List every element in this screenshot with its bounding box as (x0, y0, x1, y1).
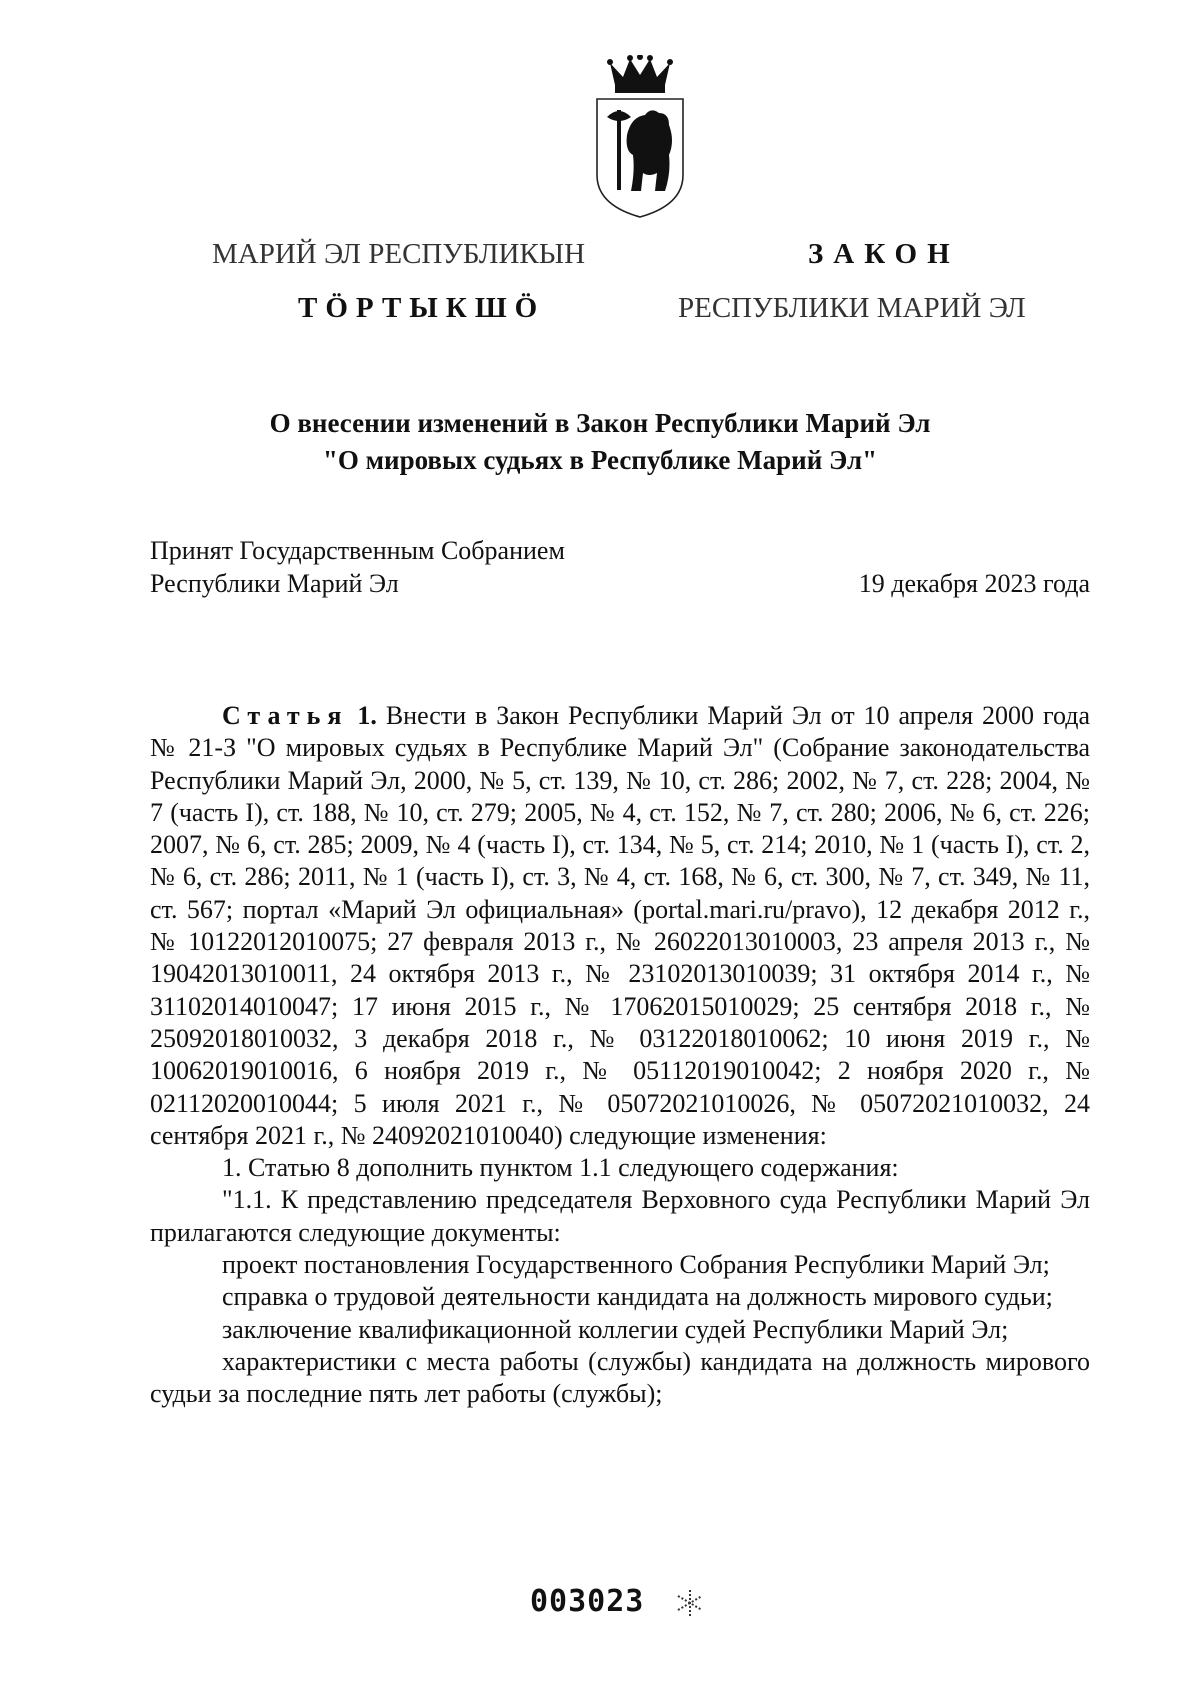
article-label: Статья (222, 701, 349, 730)
header-left-line1: МАРИЙ ЭЛ РЕСПУБЛИКЫН (212, 238, 586, 270)
paragraph: заключение квалификационной коллегии судей Республики Марий Эл; (222, 1314, 1009, 1344)
article-number: 1. (357, 701, 377, 730)
paragraph: 1. Статью 8 дополнить пунктом 1.1 следующего содержания: (222, 1153, 899, 1183)
adoption-date: 19 декабря 2023 года (858, 569, 1090, 598)
asterisk-mark-icon (675, 1588, 705, 1618)
article-1 (150, 700, 1090, 1411)
coat-of-arms-emblem (585, 55, 695, 225)
paragraph: проект постановления Государственного Собрания Республики Марий Эл; (222, 1250, 1050, 1280)
header-left-line2: ТӦРТЫКШӦ (298, 292, 546, 324)
article-intro-text: Внести в Закон Республики Марий Эл от 10 апреля 2000 года № 21-З "О мировых судьях в Республике Марий Эл" (Собрание законодательства Республики Марий Эл, 2000, № 5, ст. 139, № 10, ст. 286; 2002, № 7, ст. 228; 2004, № 7 (часть I), ст. 188, № 10, ст. 279; 2005, № 4, ст. 152, № 7, ст. 280; 2006, № 6, ст. 226; 2007, № 6, ст. 285; 2009, № 4 (часть I), ст. 134, № 5, ст. 214; 2010, № 1 (часть I), ст. 2, № 6, ст. 286; 2011, № 1 (часть I), ст. 3, № 4, ст. 168, № 6, ст. 300, № 7, ст. 349, № 11, ст. 567; портал «Марий Эл официальная» (portal.mari.ru/pravo), 12 декабря 2012 г., № 10122012010075; 27 февраля 2013 г., № 26022013010003, 23 апреля 2013 г., № 19042013010011, 24 октября 2013 г., № 23102013010039; 31 октября 2014 г., № 31102014010047; 17 июня 2015 г., № 17062015010029; 25 сентября 2018 г., № 25092018010032, 3 декабря 2018 г., № 03122018010062; 10 июня 2019 г., № 10062019010016, 6 ноября 2019 г., № 05112019010042; 2 ноября 2020 г., № 02112020010044; 5 июля 2021 г., № 05072021010026, № 05072021010032, 24 сентября 2021 г., № 24092021010040) следующие изменения: (150, 701, 1091, 1150)
adoption-statement (150, 534, 565, 600)
document-title (0, 405, 1200, 479)
bear-icon (627, 110, 672, 191)
article-1-intro (150, 700, 1090, 1152)
title-line2: "О мировых судьях в Республике Марий Эл" (322, 445, 878, 475)
header-right-line2: РЕСПУБЛИКИ МАРИЙ ЭЛ (678, 292, 1026, 324)
paragraph: характеристики с места работы (службы) кандидата на должность мирового судьи за последние пять лет работы (службы); (150, 1346, 1090, 1409)
adoption-line2: Республики Марий Эл (150, 569, 399, 598)
crown-icon (607, 55, 673, 93)
header-right-line1: ЗАКОН (808, 238, 960, 270)
adoption-line1: Принят Государственным Собранием (150, 536, 565, 565)
title-line1: О внесении изменений в Закон Республики Марий Эл (269, 408, 931, 438)
paragraph: "1.1. К представлению председателя Верховного суда Республики Марий Эл прилагаются следующие документы: (150, 1185, 1090, 1247)
paragraph: справка о трудовой деятельности кандидата на должность мирового судьи; (222, 1282, 1053, 1312)
serial-number: 003023 (530, 1584, 645, 1619)
